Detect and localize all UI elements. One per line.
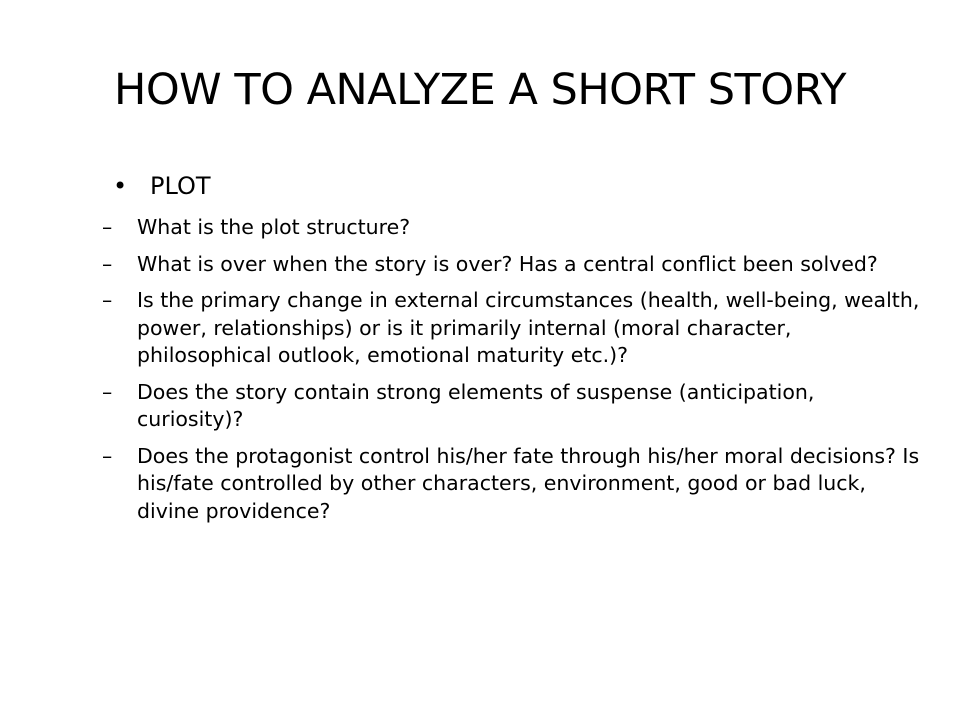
dash-icon: – [102, 379, 113, 404]
dash-icon: – [102, 443, 113, 468]
dash-icon: – [102, 288, 113, 312]
question-text: What is the plot structure? [137, 215, 411, 239]
list-item [100, 379, 920, 434]
question-text: Is the primary change in external circumstances (health, well-being, wealth, power, relationships) or is it primarily internal (moral character, philosophical outlook, emotional maturity etc.)? [137, 288, 920, 367]
question-text: Does the protagonist control his/her fate through his/her moral decisions? Is his/fate controlled by other characters, environment, good or bad luck, divine providence? [137, 443, 920, 523]
slide-title: HOW TO ANALYZE A SHORT STORY [114, 65, 846, 115]
list-item [100, 251, 920, 279]
list-item [100, 287, 920, 370]
dash-icon: – [102, 215, 113, 239]
dash-icon: – [102, 251, 113, 276]
list-item [100, 214, 920, 242]
bullet-dot-icon: • [113, 172, 128, 200]
bullet-plot-label: PLOT [150, 172, 211, 200]
question-text: What is over when the story is over? Has a central conflict been solved? [137, 251, 878, 276]
question-text: Does the story contain strong elements of suspense (anticipation, curiosity)? [137, 379, 815, 431]
list-item [100, 443, 920, 526]
plot-questions-list [100, 214, 920, 534]
